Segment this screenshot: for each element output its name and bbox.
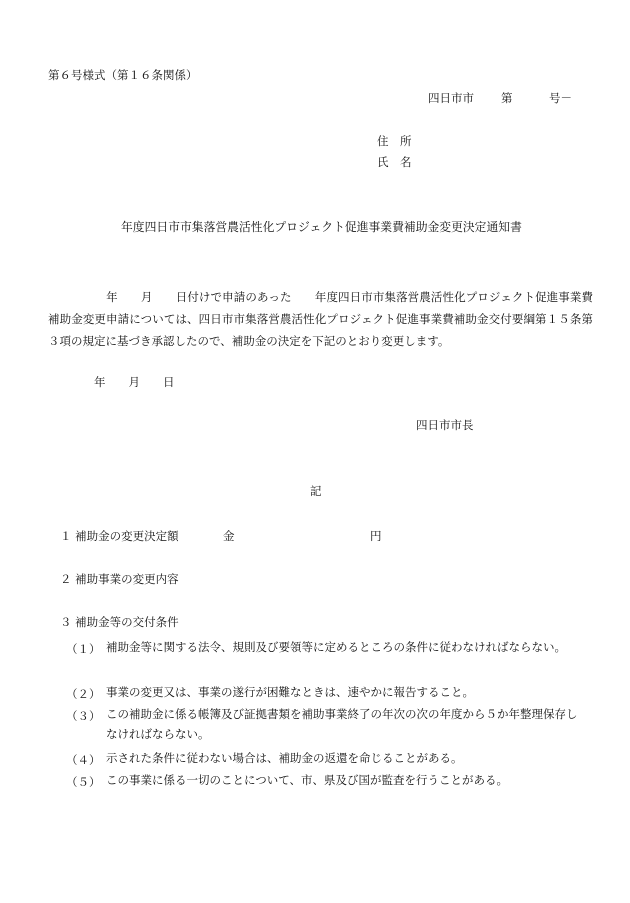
condition-2-text: 事業の変更又は、事業の遂行が困難なときは、速やかに報告すること。 — [106, 685, 474, 699]
doc-number-dai: 第 — [501, 91, 513, 105]
item1-label: １ 補助金の変更決定額 — [60, 529, 179, 543]
condition-3-number: （３） — [66, 709, 101, 723]
condition-1-number: （１） — [66, 642, 101, 656]
condition-1-text: 補助金等に関する法令、規則及び要領等に定めるところの条件に従わなければならない。 — [106, 640, 566, 654]
doc-number-city: 四日市市 — [428, 91, 474, 105]
item3-label: ３ 補助金等の交付条件 — [60, 615, 179, 629]
condition-4-text: 示された条件に従わない場合は、補助金の返還を命じることがある。 — [106, 751, 463, 765]
issuer: 四日市市長 — [416, 418, 474, 432]
address-label: 住 所 — [377, 134, 412, 148]
name-label: 氏 名 — [377, 155, 412, 169]
condition-2-number: （２） — [66, 687, 101, 701]
item2-label: ２ 補助事業の変更内容 — [60, 572, 179, 586]
item1-kin: 金 — [223, 529, 235, 543]
condition-5-text: この事業に係る一切のことについて、市、県及び国が監査を行うことがある。 — [106, 773, 509, 787]
form-number: 第６号様式（第１６条関係） — [48, 68, 198, 82]
condition-4-number: （４） — [66, 753, 101, 767]
doc-number-go: 号－ — [549, 91, 572, 105]
body-paragraph — [48, 286, 593, 352]
condition-5-number: （５） — [66, 775, 101, 789]
condition-3-text: この補助金に係る帳簿及び証拠書類を補助事業終了の年次の次の年度から５か年整理保存しなければならない。 — [106, 707, 578, 741]
item1-en: 円 — [370, 529, 382, 543]
ki-heading: 記 — [310, 484, 322, 498]
issue-date: 年 月 日 — [94, 375, 175, 389]
document-title: 年度四日市市集落営農活性化プロジェクト促進事業費補助金変更決定通知書 — [121, 220, 522, 234]
body-text: 年 月 日付けで申請のあった 年度四日市市集落営農活性化プロジェクト促進事業費補助金変更申請については、四日市市集落営農活性化プロジェクト促進事業費補助金交付要綱第１５条第３項の規定に基づき承認したので、補助金の決定を下記のとおり変更します。 — [48, 290, 593, 348]
